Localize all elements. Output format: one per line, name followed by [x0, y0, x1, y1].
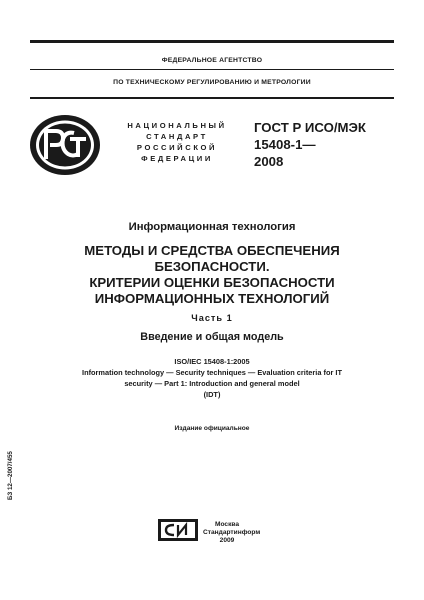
- english-title-line: (IDT): [203, 390, 221, 399]
- publisher-year: 2009: [219, 537, 235, 544]
- title-line: БЕЗОПАСНОСТИ.: [154, 259, 270, 274]
- standard-code-line: ГОСТ Р ИСО/МЭК: [254, 120, 366, 135]
- edition-note: Издание официальное: [174, 425, 250, 432]
- gost-logo-icon: [28, 113, 102, 177]
- top-rule: [30, 40, 394, 43]
- title-line: КРИТЕРИИ ОЦЕНКИ БЕЗОПАСНОСТИ: [89, 275, 335, 290]
- english-title-line: security — Part 1: Introduction and general model: [124, 379, 300, 388]
- part-number: Часть 1: [191, 313, 233, 323]
- agency-line-1: ФЕДЕРАЛЬНОЕ АГЕНТСТВО: [161, 57, 263, 64]
- standard-label-line: СТАНДАРТ: [146, 132, 208, 141]
- document-title: [0, 243, 424, 307]
- title-line: ИНФОРМАЦИОННЫХ ТЕХНОЛОГИЙ: [94, 291, 330, 306]
- english-title-line: Information technology — Security techniques — Evaluation criteria for IT: [82, 368, 342, 377]
- english-title: [0, 367, 424, 400]
- standartinform-logo-icon: [158, 519, 198, 541]
- standard-label-line: НАЦИОНАЛЬНЫЙ: [127, 121, 227, 130]
- publisher-name: Стандартинформ: [203, 529, 261, 536]
- standard-code-line: 15408-1—: [254, 137, 316, 152]
- publisher: [203, 521, 261, 545]
- standard-code-line: 2008: [254, 154, 284, 169]
- publisher-city: Москва: [214, 521, 240, 528]
- standard-label: [118, 120, 236, 164]
- middle-rule: [30, 69, 394, 70]
- standard-label-line: РОССИЙСКОЙ: [136, 143, 218, 152]
- iso-reference: ISO/IEC 15408-1:2005: [174, 357, 250, 366]
- agency-line-2: ПО ТЕХНИЧЕСКОМУ РЕГУЛИРОВАНИЮ И МЕТРОЛОГИИ: [113, 79, 311, 86]
- part-title: Введение и общая модель: [140, 331, 284, 343]
- standard-label-line: ФЕДЕРАЦИИ: [141, 154, 213, 163]
- title-line: МЕТОДЫ И СРЕДСТВА ОБЕСПЕЧЕНИЯ: [84, 243, 340, 258]
- standard-code: [254, 119, 394, 170]
- document-subject: Информационная технология: [128, 221, 296, 233]
- lower-rule: [30, 97, 394, 99]
- side-code: БЗ 12—2007/455: [7, 451, 14, 500]
